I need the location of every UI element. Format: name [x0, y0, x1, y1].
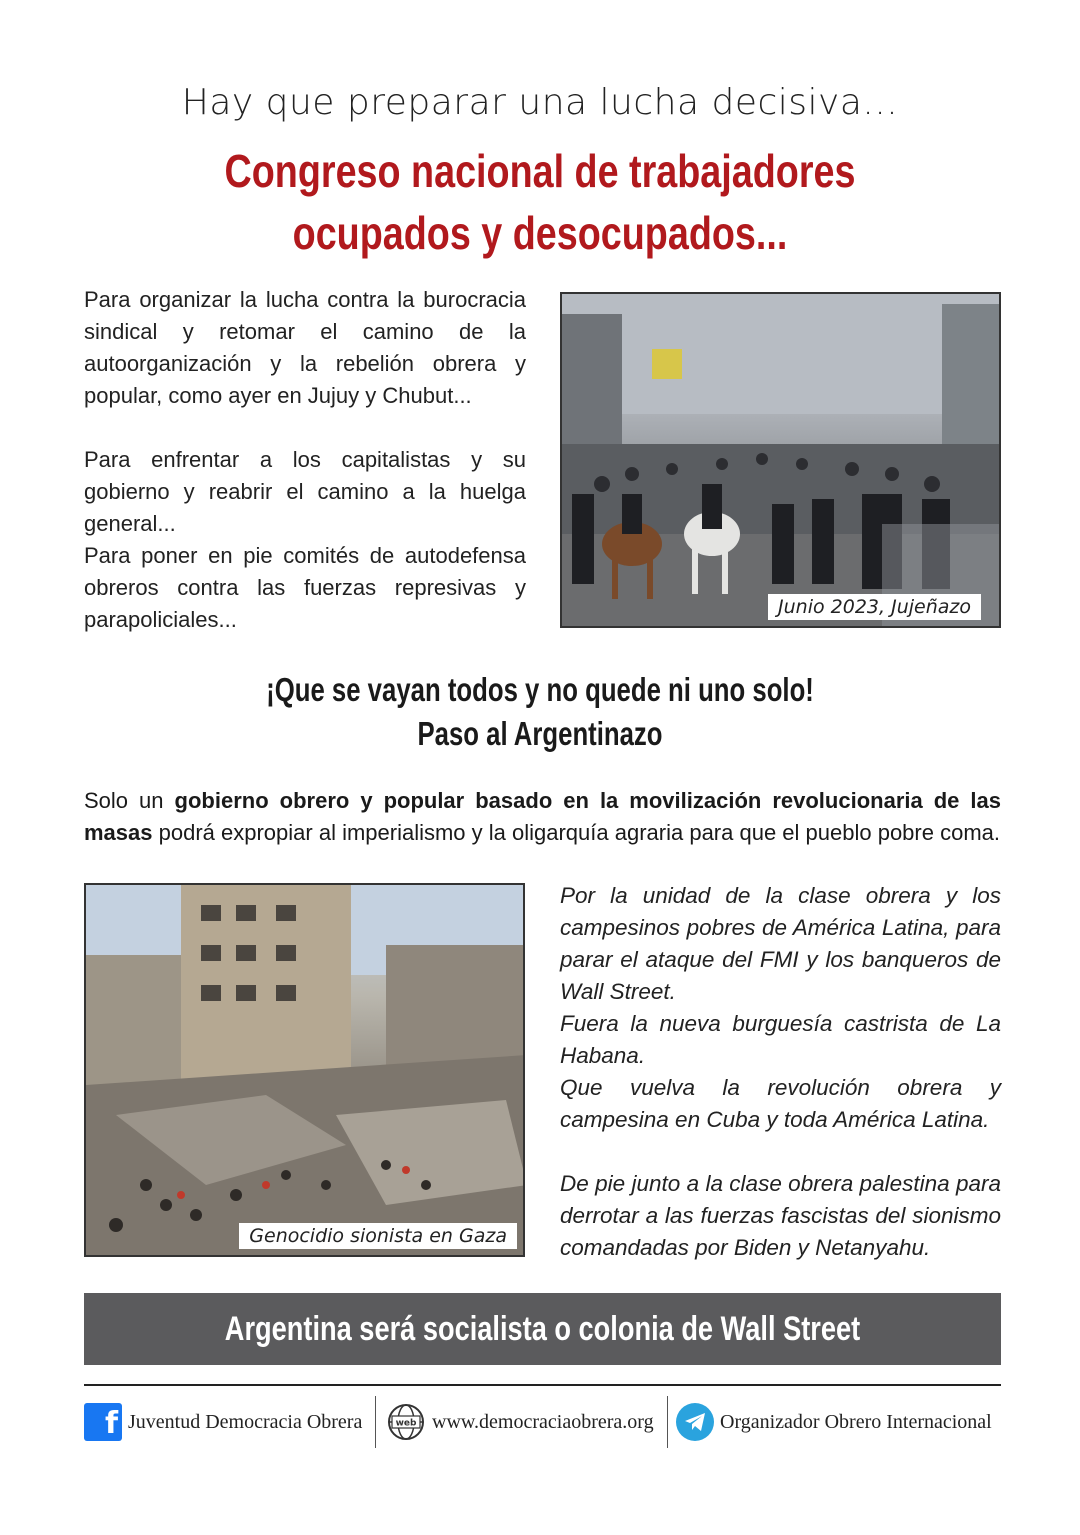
facebook-label: Juventud Democracia Obrera: [128, 1410, 363, 1433]
gaza-photo-illustration: [86, 885, 525, 1257]
italic-spacer: [560, 1136, 1001, 1168]
footer-divider: [84, 1384, 1001, 1386]
gobierno-post: podrá expropiar al imperialismo y la oligarquía agraria para que el pueblo pobre coma.: [152, 820, 1000, 845]
italic-column: [560, 880, 1001, 1264]
jujenazo-photo: [560, 292, 1001, 628]
banner-text: Argentina será socialista o colonia de Wall Street: [224, 1310, 861, 1348]
globe-icon: [386, 1402, 426, 1442]
website-link[interactable]: [386, 1394, 654, 1450]
telegram-icon: [676, 1403, 714, 1441]
slogan: [119, 668, 961, 756]
footer-separator-2: [667, 1396, 668, 1448]
intro-paragraph-2: Para enfrentar a los capitalistas y su gobierno y reabrir el camino a la huelga general...: [84, 447, 526, 536]
telegram-link[interactable]: [676, 1394, 992, 1450]
gaza-photo: [84, 883, 525, 1257]
intro-paragraph-3: Para poner en pie comités de autodefensa obreros contra las fuerzas represivas y parapoliciales...: [84, 543, 526, 632]
slogan-line-2: Paso al Argentinazo: [417, 715, 663, 752]
kicker: Hay que preparar una lucha decisiva...: [181, 82, 899, 123]
facebook-link[interactable]: [84, 1394, 362, 1450]
gobierno-bold: gobierno obrero y popular basado en la movilización revolucionaria de las masas: [84, 788, 1001, 845]
footer-separator-1: [375, 1396, 376, 1448]
italic-paragraph-4: De pie junto a la clase obrera palestina para derrotar a las fuerzas fascistas del sionismo comandadas por Biden y Netanyahu.: [560, 1171, 1001, 1260]
gobierno-paragraph: [84, 785, 1001, 849]
footer: [84, 1394, 1001, 1450]
closing-banner: [84, 1293, 1001, 1365]
jujenazo-photo-illustration: [562, 294, 1001, 628]
headline: [146, 140, 933, 264]
italic-paragraph-1: Por la unidad de la clase obrera y los campesinos pobres de América Latina, para parar el ataque del FMI y los banqueros de Wall Street.: [560, 883, 1001, 1004]
facebook-icon: f: [84, 1403, 122, 1441]
website-label: www.democraciaobrera.org: [432, 1410, 654, 1433]
telegram-label: Organizador Obrero Internacional: [720, 1410, 992, 1433]
globe-icon-label: web: [395, 1418, 417, 1429]
gobierno-pre: Solo un: [84, 788, 175, 813]
intro-paragraph-1: Para organizar la lucha contra la burocracia sindical y retomar el camino de la autoorganización y la rebelión obrera y popular, como ayer en Jujuy y Chubut...: [84, 287, 526, 408]
slogan-line-1: ¡Que se vayan todos y no quede ni uno solo!: [266, 671, 814, 708]
gaza-caption: Genocidio sionista en Gaza: [239, 1223, 517, 1249]
italic-paragraph-3: Que vuelva la revolución obrera y campesina en Cuba y toda América Latina.: [560, 1075, 1001, 1132]
headline-line-2: ocupados y desocupados...: [292, 207, 788, 259]
headline-line-1: Congreso nacional de trabajadores: [224, 145, 856, 197]
italic-paragraph-2: Fuera la nueva burguesía castrista de La Habana.: [560, 1011, 1001, 1068]
jujenazo-caption: Junio 2023, Jujeñazo: [768, 594, 981, 620]
